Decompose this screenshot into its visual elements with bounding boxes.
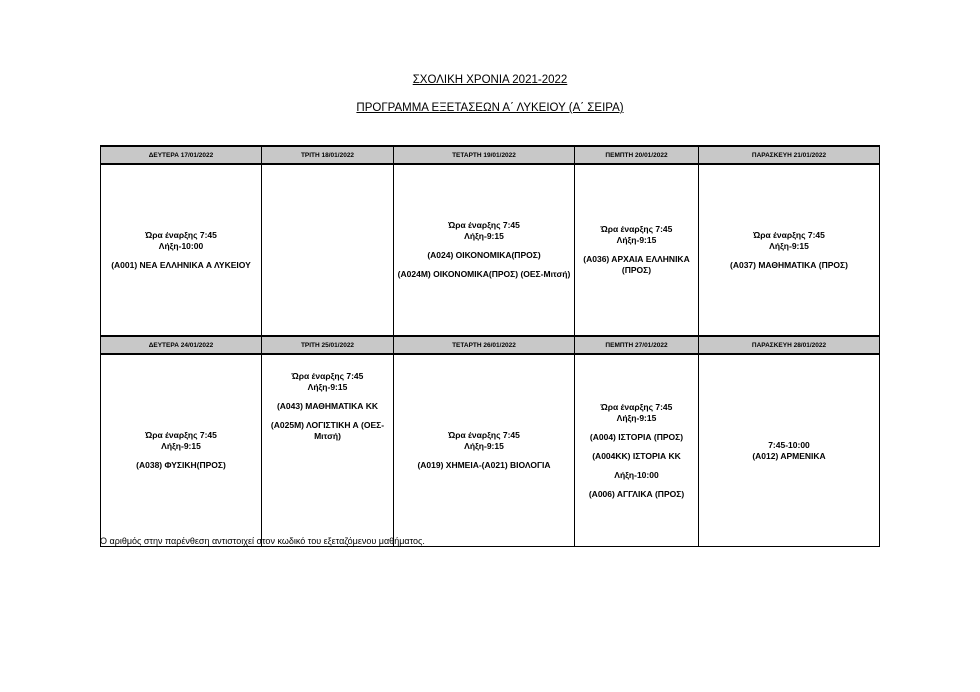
day-header: ΠΑΡΑΣΚΕΥΗ 21/01/2022 xyxy=(699,146,880,164)
start-time: Ώρα έναρξης 7:45 xyxy=(448,430,520,440)
end-time: Λήξη-9:15 xyxy=(769,240,809,251)
end-time: Λήξη-9:15 xyxy=(616,235,657,245)
exam-cell xyxy=(699,354,880,547)
end-time: Λήξη-9:15 xyxy=(616,412,657,423)
exam-schedule-table xyxy=(100,145,880,547)
day-header: ΤΡΙΤΗ 18/01/2022 xyxy=(262,146,394,164)
exam-subject: (Α004) ΙΣΤΟΡΙΑ (ΠΡΟΣ) xyxy=(589,431,684,442)
week2-header-row xyxy=(101,336,880,354)
end-time: Λήξη-10:00 xyxy=(158,240,204,251)
exam-subject: (Α012) ΑΡΜΕΝΙΚΑ xyxy=(752,450,826,461)
end-time: Λήξη-9:15 xyxy=(464,441,504,451)
day-header: ΠΑΡΑΣΚΕΥΗ 28/01/2022 xyxy=(699,336,880,354)
end-time: Λήξη-10:00 xyxy=(614,469,659,480)
exam-subject: (Α038) ΦΥΣΙΚΗ(ΠΡΟΣ) xyxy=(136,460,226,470)
exam-subject: (Α024Μ) ΟΙΚΟΝΟΜΙΚΑ(ΠΡΟΣ) (ΟΕΣ-Μιτσή) xyxy=(397,269,571,279)
start-time: Ώρα έναρξης 7:45 xyxy=(600,401,673,412)
exam-subject: (Α006) ΑΓΓΛΙΚΑ (ΠΡΟΣ) xyxy=(588,488,685,499)
exam-cell xyxy=(101,354,262,547)
week1-header-row xyxy=(101,146,880,164)
end-time: Λήξη-9:15 xyxy=(161,441,201,451)
exam-subject: (Α019) ΧΗΜΕΙΑ-(Α021) ΒΙΟΛΟΓΙΑ xyxy=(417,460,551,470)
end-time: Λήξη-9:15 xyxy=(464,231,504,241)
week1-exam-row xyxy=(101,164,880,336)
start-time: Ώρα έναρξης 7:45 xyxy=(600,224,673,234)
start-time: Ώρα έναρξης 7:45 xyxy=(753,229,825,240)
exam-cell xyxy=(394,164,575,336)
exam-cell xyxy=(575,354,699,547)
exam-subject: (Α001) ΝΕΑ ΕΛΛΗΝΙΚΑ Α ΛΥΚΕΙΟΥ xyxy=(111,259,251,270)
day-header: ΤΕΤΑΡΤΗ 26/01/2022 xyxy=(394,336,575,354)
week2-exam-row xyxy=(101,354,880,547)
exam-subject: (Α004ΚΚ) ΙΣΤΟΡΙΑ ΚΚ xyxy=(592,450,681,461)
day-header: ΠΕΜΠΤΗ 20/01/2022 xyxy=(575,146,699,164)
exam-subject: (Α036) ΑΡΧΑΙΑ ΕΛΛΗΝΙΚΑ (ΠΡΟΣ) xyxy=(583,254,690,275)
school-year-title: ΣΧΟΛΙΚΗ ΧΡΟΝΙΑ 2021-2022 xyxy=(412,74,568,86)
day-header: ΔΕΥΤΕΡΑ 17/01/2022 xyxy=(101,146,262,164)
day-header: ΤΕΤΑΡΤΗ 19/01/2022 xyxy=(394,146,575,164)
end-time: Λήξη-9:15 xyxy=(307,382,348,392)
exam-cell xyxy=(101,164,262,336)
exam-cell xyxy=(699,164,880,336)
footnote: Ο αριθμός στην παρένθεση αντιστοιχεί στον κωδικό του εξεταζόμενου μαθήματος. xyxy=(100,536,425,546)
exam-subject: (Α024) ΟΙΚΟΝΟΜΙΚΑ(ΠΡΟΣ) xyxy=(427,250,541,260)
exam-cell-empty xyxy=(262,164,394,336)
exam-cell xyxy=(262,354,394,547)
exam-cell xyxy=(575,164,699,336)
exam-subject: (Α043) ΜΑΘΗΜΑΤΙΚΑ ΚΚ xyxy=(276,401,379,411)
exam-time: 7:45-10:00 xyxy=(768,439,810,450)
exam-subject: (Α025Μ) ΛΟΓΙΣΤΙΚΗ Α (ΟΕΣ-Μιτσή) xyxy=(270,420,385,441)
day-header: ΠΕΜΠΤΗ 27/01/2022 xyxy=(575,336,699,354)
start-time: Ώρα έναρξης 7:45 xyxy=(145,229,217,240)
exam-subject: (Α037) ΜΑΘΗΜΑΤΙΚΑ (ΠΡΟΣ) xyxy=(730,259,848,270)
exam-schedule-title: ΠΡΟΓΡΑΜΜΑ ΕΞΕΤΑΣΕΩΝ Α΄ ΛΥΚΕΙΟΥ (Α΄ ΣΕΙΡΑ) xyxy=(356,102,624,114)
start-time: Ώρα έναρξης 7:45 xyxy=(145,430,217,440)
start-time: Ώρα έναρξης 7:45 xyxy=(291,371,364,381)
day-header: ΤΡΙΤΗ 25/01/2022 xyxy=(262,336,394,354)
start-time: Ώρα έναρξης 7:45 xyxy=(448,220,520,230)
day-header: ΔΕΥΤΕΡΑ 24/01/2022 xyxy=(101,336,262,354)
exam-cell xyxy=(394,354,575,547)
